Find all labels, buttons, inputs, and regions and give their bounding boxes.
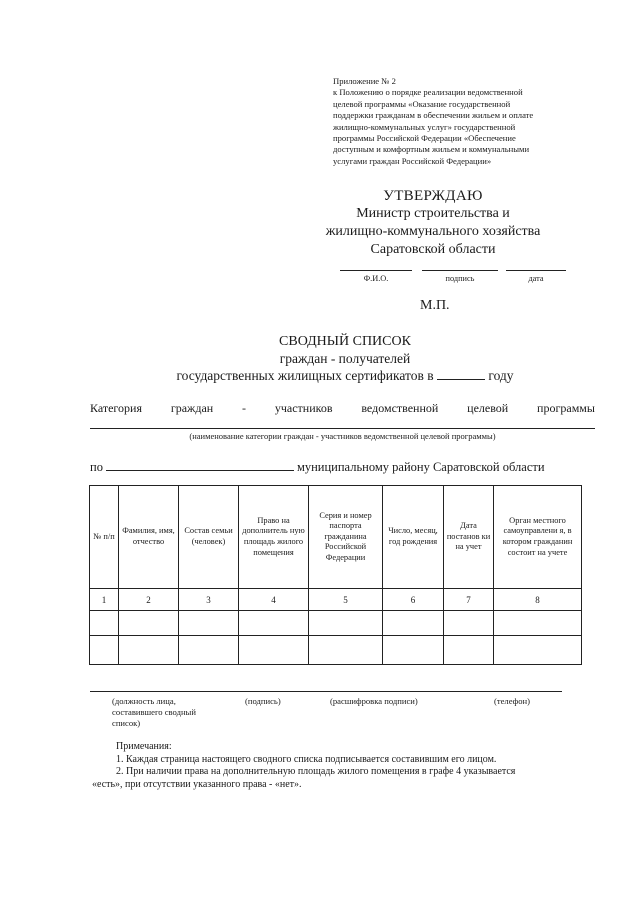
col-header-extra-area: Право на дополнитель ную площадь жилого помещения	[239, 486, 309, 589]
category-word: граждан	[170, 401, 214, 415]
title-line-3-end: году	[488, 368, 514, 383]
fio-label: Ф.И.О.	[363, 274, 389, 283]
appendix-line: к Положению о порядке реализации ведомственной	[333, 87, 523, 98]
category-word: программы	[537, 401, 595, 415]
col-header-passport: Серия и номер паспорта гражданина Российской Федерации	[309, 486, 383, 589]
appendix-line: доступным и комфортным жильем и коммунальными	[333, 144, 530, 155]
table-number-row	[90, 589, 582, 611]
table-cell[interactable]	[119, 611, 179, 636]
category-word: участников	[274, 401, 333, 415]
appendix-line: поддержки гражданам в обеспечении жильем и оплате	[333, 110, 534, 121]
decoding-label: (расшифровка подписи)	[330, 696, 418, 706]
table-cell[interactable]	[179, 636, 239, 665]
category-line	[90, 401, 595, 416]
col-number: 2	[119, 589, 179, 611]
table-cell[interactable]	[444, 611, 494, 636]
signature-label-bottom: (подпись)	[245, 696, 281, 706]
col-number: 1	[90, 589, 119, 611]
category-fill-line	[90, 428, 595, 429]
col-header-authority: Орган местного самоуправлени я, в котором гражданин состоит на учете	[494, 486, 582, 589]
seal-mark: М.П.	[420, 298, 450, 313]
title-line-2: граждан - получателей	[279, 351, 411, 366]
table-cell[interactable]	[90, 611, 119, 636]
table-cell[interactable]	[309, 611, 383, 636]
appendix-line: услугами граждан Российской Федерации»	[333, 155, 492, 166]
date-line	[506, 270, 566, 271]
col-number: 8	[494, 589, 582, 611]
table-header-row	[90, 486, 582, 589]
year-blank	[437, 369, 485, 380]
approval-line: Саратовской области	[370, 242, 496, 257]
table-cell[interactable]	[179, 611, 239, 636]
district-suffix: муниципальному району Саратовской области	[296, 460, 545, 474]
notes-title: Примечания:	[116, 741, 172, 752]
document-title	[90, 333, 600, 384]
approval-line: жилищно-коммунального хозяйства	[325, 224, 541, 239]
table-cell[interactable]	[239, 611, 309, 636]
category-word: целевой	[467, 401, 509, 415]
date-label: дата	[528, 274, 544, 283]
note-item: «есть», при отсутствии указанного права - «нет».	[92, 778, 302, 790]
table-row	[90, 636, 582, 665]
note-item: 2. При наличии права на дополнительную площадь жилого помещения в графе 4 указывается	[116, 766, 516, 777]
position-label: (должность лица, составившего сводный список)	[112, 696, 196, 728]
summary-table	[89, 485, 582, 665]
note-item: 1. Каждая страница настоящего сводного списка подписывается составившим его лицом.	[116, 753, 497, 765]
approval-line: Министр строительства и	[356, 206, 510, 221]
appendix-line: жилищно-коммунальных услуг» государственной	[333, 121, 516, 132]
fio-line	[340, 270, 412, 271]
col-header-registration-date: Дата постанов ки на учет	[444, 486, 494, 589]
title-line-1: СВОДНЫЙ СПИСОК	[279, 334, 411, 349]
col-number: 7	[444, 589, 494, 611]
signature-line	[422, 270, 498, 271]
table-cell[interactable]	[444, 636, 494, 665]
table-cell[interactable]	[494, 611, 582, 636]
table-cell[interactable]	[119, 636, 179, 665]
category-word: -	[242, 401, 247, 415]
col-header-name: Фамилия, имя, отчество	[119, 486, 179, 589]
table-cell[interactable]	[239, 636, 309, 665]
title-line-3-start: государственных жилищных сертификатов в	[176, 368, 434, 383]
district-blank	[106, 460, 294, 471]
appendix-line: программы Российской Федерации «Обеспечение	[333, 133, 516, 144]
table-row	[90, 611, 582, 636]
table-cell[interactable]	[90, 636, 119, 665]
table-cell[interactable]	[494, 636, 582, 665]
category-word: Категория	[90, 401, 142, 415]
signature-label: подпись	[445, 274, 475, 283]
table-cell[interactable]	[383, 611, 444, 636]
approval-block	[300, 188, 566, 259]
appendix-block	[333, 76, 618, 167]
col-number: 3	[179, 589, 239, 611]
table-cell[interactable]	[383, 636, 444, 665]
col-header-family: Состав семьи (человек)	[179, 486, 239, 589]
col-number: 6	[383, 589, 444, 611]
district-line	[90, 460, 545, 475]
col-header-birth-date: Число, месяц, год рождения	[383, 486, 444, 589]
col-number: 4	[239, 589, 309, 611]
signature-fill-line	[90, 691, 562, 692]
title-line-3	[90, 367, 600, 384]
category-note: (наименование категории граждан - участников ведомственной целевой программы)	[189, 431, 496, 441]
col-number: 5	[309, 589, 383, 611]
approval-heading: УТВЕРЖДАЮ	[383, 188, 483, 204]
notes-block	[92, 741, 597, 791]
phone-label: (телефон)	[494, 696, 530, 706]
category-word: ведомственной	[361, 401, 439, 415]
appendix-line: целевой программы «Оказание государственной	[333, 98, 511, 109]
table-cell[interactable]	[309, 636, 383, 665]
appendix-line: Приложение № 2	[333, 76, 396, 86]
col-header-number: № п/п	[90, 486, 119, 589]
district-prefix: по	[90, 460, 103, 474]
